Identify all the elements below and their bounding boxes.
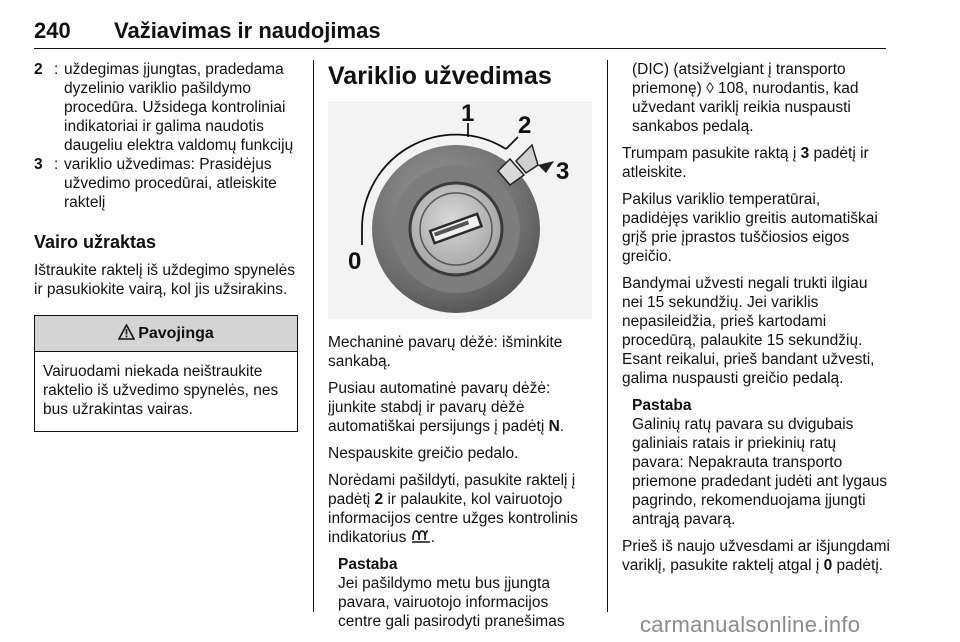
ignition-diagram — [328, 101, 592, 319]
list-item-number: 3 — [34, 156, 43, 173]
list-item-number: 2 — [34, 61, 43, 78]
paragraph: Ištraukite raktelį iš uždegimo spynelės ir pasukiokite vairą, kol jis užsirakins. — [34, 262, 296, 298]
glow-plug-icon — [411, 529, 431, 543]
position-label-0: 0 — [348, 248, 362, 275]
paragraph: Norėdami pašildyti, pasukite raktelį į padėtį 2 ir palaukite, kol vairuotojo informacijos centre užges kontrolinis indikatorius . — [328, 472, 578, 546]
paragraph-continued: (DIC) (atsižvelgiant į transporto priemonę) ◊ 108, nurodantis, kad užvedant variklį reikia nuspausti sankabos pedalą. — [632, 61, 859, 135]
warning-text: Vairuodami niekada neištraukite raktelio iš užvedimo spynelės, nes bus užrakintas vairas. — [43, 363, 279, 418]
list-item: 2 : uždegimas įjungtas, pradedama dyzelinio variklio pašildymo procedūra. Užsidega kontroliniai indikatoriai ir galima naudotis daugeliu elektra valdomų funkcijų — [34, 60, 298, 155]
column-divider — [607, 60, 608, 612]
warning-triangle-icon — [118, 324, 135, 340]
position-label-2: 2 — [518, 112, 532, 139]
list-item-text: uždegimas įjungtas, pradedama dyzelinio variklio pašildymo procedūra. Užsidega kontroliniai indikatoriai ir galima naudotis daugeliu elektra valdomų funkcijų — [64, 61, 294, 154]
column-divider — [313, 60, 314, 612]
note-box — [622, 396, 890, 529]
warning-title: Pavojinga — [138, 325, 214, 342]
page-reference-link[interactable]: ◊ 108 — [706, 80, 744, 97]
ignition-switch-figure — [328, 101, 592, 319]
note-title: Pastaba — [632, 397, 692, 414]
column-right — [622, 60, 890, 583]
list-item: 3 : variklio užvedimas: Prasidėjus užvedimo procedūrai, atleiskite raktelį — [34, 155, 298, 212]
watermark: carmanualsonline.info — [640, 612, 861, 637]
paragraph: Prieš iš naujo užvesdami ar išjungdami variklį, pasukite raktelį atgal į 0 padėtį. — [622, 538, 890, 574]
warning-header — [35, 316, 297, 352]
paragraph: Bandymai užvesti negali trukti ilgiau nei 15 sekundžių. Jei variklis nepasileidžia, prieš kartodami procedūrą, palaukite 15 sekundžių. Esant reikalui, prieš bandant užvesti, galima nuspausti greičio pedalą. — [622, 275, 875, 387]
page-number: 240 — [34, 18, 71, 43]
note-title: Pastaba — [338, 556, 398, 573]
list-item-text: variklio užvedimas: Prasidėjus užvedimo procedūrai, atleiskite raktelį — [64, 156, 277, 211]
page-header — [34, 12, 886, 49]
warning-box — [34, 315, 298, 432]
position-label-3: 3 — [556, 158, 570, 185]
paragraph: Trumpam pasukite raktą į 3 padėtį ir atleiskite. — [622, 145, 869, 181]
section-heading-steering-lock: Vairo užraktas — [34, 232, 157, 252]
column-left — [34, 60, 298, 432]
paragraph: Pusiau automatinė pavarų dėžė: įjunkite stabdį ir pavarų dėžė automatiškai persijungs į padėtį N. — [328, 380, 565, 435]
chapter-title: Važiavimas ir naudojimas — [114, 18, 381, 43]
position-label-1: 1 — [461, 101, 475, 127]
column-middle — [328, 60, 593, 639]
paragraph: Nespauskite greičio pedalo. — [328, 445, 519, 462]
note-box — [328, 555, 593, 631]
note-text: Jei pašildymo metu bus įjungta pavara, vairuotojo informacijos centre gali pasirodyti pranešimas — [338, 575, 565, 630]
section-heading-engine-start: Variklio užvedimas — [328, 62, 552, 90]
paragraph: Pakilus variklio temperatūrai, padidėjęs variklio greitis automatiškai grįš prie įprastos tuščiosios eigos greičio. — [622, 191, 878, 265]
paragraph: Mechaninė pavarų dėžė: išminkite sankabą. — [328, 334, 563, 370]
note-text: Galinių ratų pavara su dvigubais galiniais ratais ir priekinių ratų pavara: Nepakrauta transporto priemone pradedant judėti ant lygaus pagrindo, rekomenduojama įjungti antrąją pavarą. — [632, 416, 888, 528]
